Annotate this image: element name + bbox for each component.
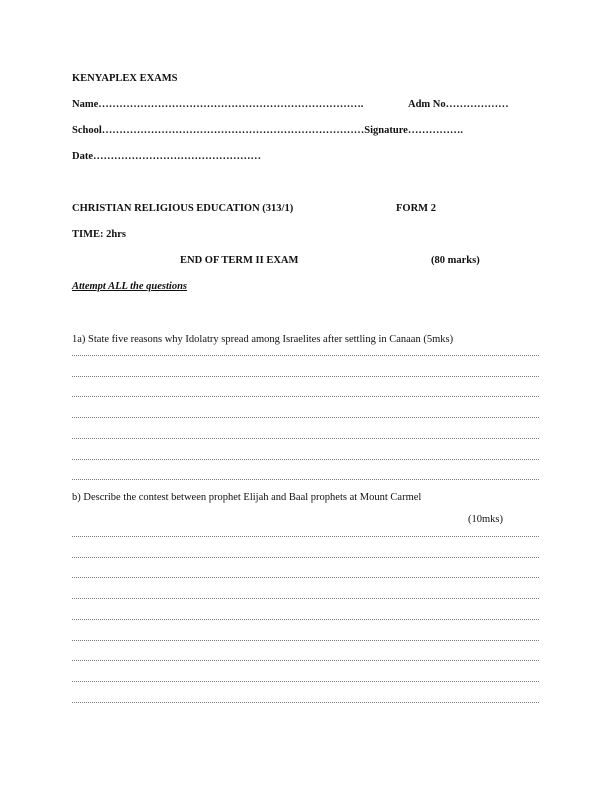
form-label: FORM 2 — [396, 203, 436, 214]
answer-line[interactable] — [72, 479, 539, 480]
answer-line[interactable] — [72, 536, 539, 537]
exam-title: END OF TERM II EXAM — [180, 255, 299, 266]
date-field[interactable]: Date………………………………………… — [72, 151, 261, 162]
answer-line[interactable] — [72, 660, 539, 661]
answer-line[interactable] — [72, 557, 539, 558]
answer-line[interactable] — [72, 376, 539, 377]
subject-title: CHRISTIAN RELIGIOUS EDUCATION (313/1) — [72, 203, 294, 214]
answer-line[interactable] — [72, 438, 539, 439]
answer-line[interactable] — [72, 459, 539, 460]
answer-line[interactable] — [72, 702, 539, 703]
school-signature-field[interactable]: School…………………………………………………………………Signature……………. — [72, 125, 463, 136]
answer-line[interactable] — [72, 396, 539, 397]
question-1b: b) Describe the contest between prophet Elijah and Baal prophets at Mount Carmel — [72, 492, 422, 503]
adm-no-field[interactable]: Adm No……………… — [408, 99, 509, 110]
question-1b-marks: (10mks) — [468, 514, 503, 525]
answer-line[interactable] — [72, 598, 539, 599]
instruction: Attempt ALL the questions — [72, 281, 188, 292]
answer-line[interactable] — [72, 355, 539, 356]
answer-line[interactable] — [72, 619, 539, 620]
answer-line[interactable] — [72, 681, 539, 682]
question-1a: 1a) State five reasons why Idolatry spread among Israelites after settling in Canaan (5mks) — [72, 334, 454, 345]
name-field[interactable]: Name…………………………………………………………………. — [72, 99, 364, 110]
time-label: TIME: 2hrs — [72, 229, 126, 240]
school-name: KENYAPLEX EXAMS — [72, 73, 178, 84]
answer-line[interactable] — [72, 640, 539, 641]
answer-line[interactable] — [72, 417, 539, 418]
answer-line[interactable] — [72, 577, 539, 578]
total-marks: (80 marks) — [431, 255, 480, 266]
